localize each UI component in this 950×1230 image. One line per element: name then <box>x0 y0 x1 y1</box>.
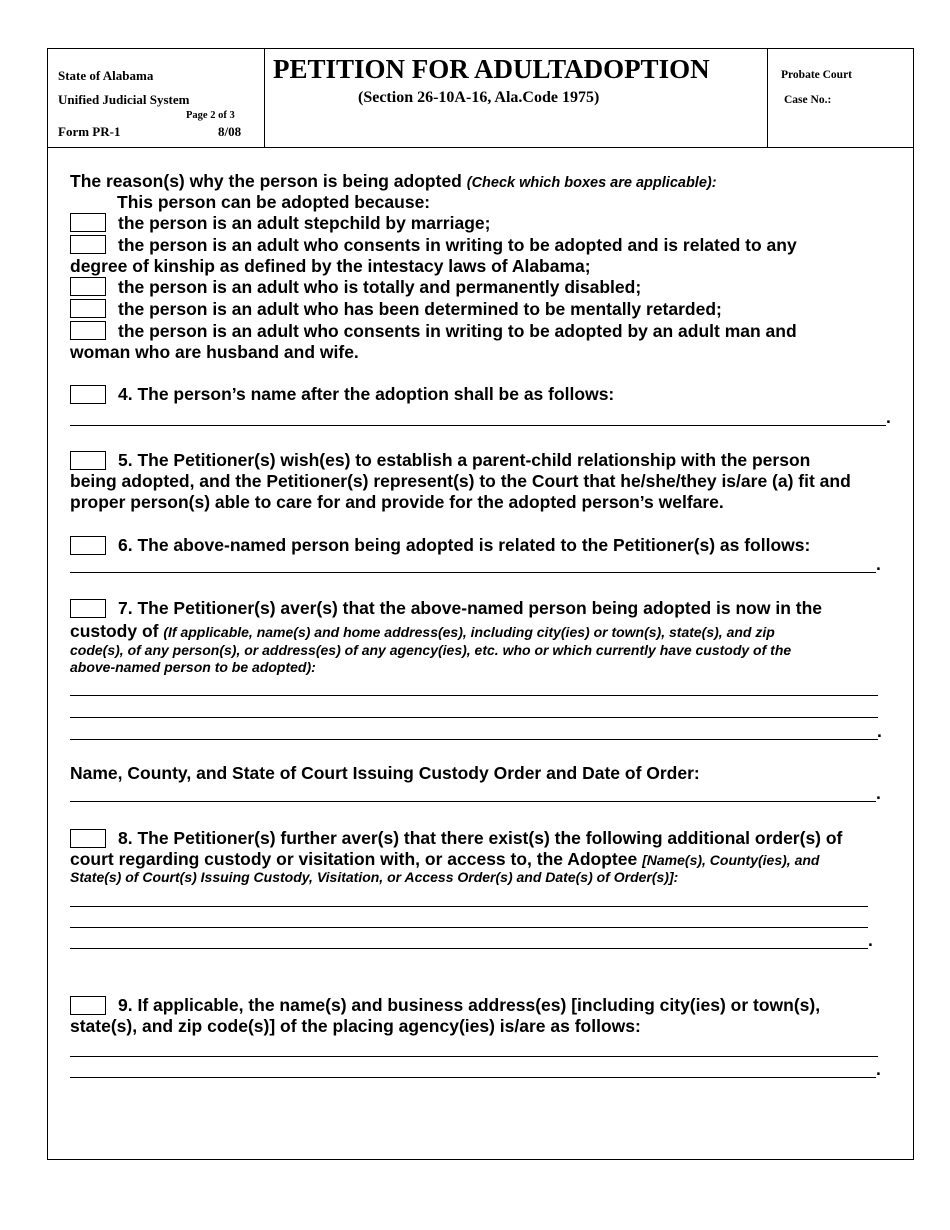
page-number: Page 2 of 3 <box>186 110 235 121</box>
item-9-answer-line-2[interactable] <box>70 1077 876 1078</box>
item-8-line1: 8. The Petitioner(s) further aver(s) that there exist(s) the following additional order(s) of <box>118 828 843 848</box>
probate-court-label: Probate Court <box>781 69 853 81</box>
form-header <box>47 48 914 148</box>
reasons-intro: This person can be adopted because: <box>117 192 431 212</box>
item-6-text: 6. The above-named person being adopted is related to the Petitioner(s) as follows: <box>118 535 811 555</box>
item-7-period: . <box>877 721 882 741</box>
form-title: PETITION FOR ADULTADOPTION <box>273 54 710 84</box>
reasons-heading-text: The reason(s) why the person is being adopted <box>70 171 462 191</box>
reasons-heading <box>70 171 717 194</box>
reason-kinship-line2: degree of kinship as defined by the intestacy laws of Alabama; <box>70 256 591 276</box>
item-4-period: . <box>886 407 891 427</box>
item-5-line3: proper person(s) able to care for and provide for the adopted person’s welfare. <box>70 492 724 512</box>
header-left-cell <box>47 48 265 147</box>
item-7-answer-line-2[interactable] <box>70 717 878 718</box>
checkbox-husband-wife[interactable] <box>70 321 106 340</box>
form-date: 8/08 <box>218 124 242 139</box>
item-4-text: 4. The person’s name after the adoption shall be as follows: <box>118 384 615 404</box>
item-8-period: . <box>868 930 873 950</box>
reason-stepchild: the person is an adult stepchild by marriage; <box>118 213 491 233</box>
reason-husband-wife-line2: woman who are husband and wife. <box>70 342 359 362</box>
case-no-label: Case No.: <box>784 94 832 106</box>
item-9-line2: state(s), and zip code(s)] of the placing agency(ies) is/are as follows: <box>70 1016 641 1036</box>
item-7-line1: 7. The Petitioner(s) aver(s) that the above-named person being adopted is now in the <box>118 598 822 618</box>
reasons-heading-note: (Check which boxes are applicable): <box>466 175 717 191</box>
custody-order-label: Name, County, and State of Court Issuing Custody Order and Date of Order: <box>70 763 700 783</box>
item-9-line1: 9. If applicable, the name(s) and business address(es) [including city(ies) or town(s), <box>118 995 821 1015</box>
item-5-line1: 5. The Petitioner(s) wish(es) to establish a parent-child relationship with the person <box>118 450 811 470</box>
item-5-line2: being adopted, and the Petitioner(s) represent(s) to the Court that he/she/they is/are (a) fit and <box>70 471 851 491</box>
item-9-answer-line-1[interactable] <box>70 1056 878 1057</box>
item-6-period: . <box>876 554 881 574</box>
item-8-answer-line-2[interactable] <box>70 927 868 928</box>
item-7-instruction-1: (If applicable, name(s) and home address(es), including city(ies) or town(s), state(s), and zip <box>163 624 775 640</box>
form-subtitle: (Section 26-10A-16, Ala.Code 1975) <box>358 89 600 106</box>
item-7-answer-line-3[interactable] <box>70 739 878 740</box>
reason-retarded: the person is an adult who has been determined to be mentally retarded; <box>118 299 722 319</box>
checkbox-retarded[interactable] <box>70 299 106 318</box>
reason-kinship-line1: the person is an adult who consents in writing to be adopted and is related to any <box>118 235 797 255</box>
item-8-instruction-2: State(s) of Court(s) Issuing Custody, Visitation, or Access Order(s) and Date(s) of Order(s)]: <box>70 869 679 885</box>
reason-disabled: the person is an adult who is totally and permanently disabled; <box>118 277 642 297</box>
item-4-answer-line[interactable] <box>70 425 886 426</box>
checkbox-item-5[interactable] <box>70 451 106 470</box>
checkbox-item-6[interactable] <box>70 536 106 555</box>
custody-order-period: . <box>876 783 881 803</box>
item-7-answer-line-1[interactable] <box>70 695 878 696</box>
item-8-line2 <box>70 849 819 871</box>
checkbox-stepchild[interactable] <box>70 213 106 232</box>
checkbox-item-8[interactable] <box>70 829 106 848</box>
checkbox-kinship[interactable] <box>70 235 106 254</box>
custody-order-answer-line[interactable] <box>70 801 876 802</box>
form-id: Form PR-1 <box>58 124 121 139</box>
item-7-line2 <box>70 621 775 643</box>
checkbox-item-4[interactable] <box>70 385 106 404</box>
item-7-instruction-3: above-named person to be adopted): <box>70 659 316 675</box>
checkbox-item-7[interactable] <box>70 599 106 618</box>
item-8-line2-text: court regarding custody or visitation with, or access to, the Adoptee <box>70 849 638 869</box>
reason-husband-wife-line1: the person is an adult who consents in writing to be adopted by an adult man and <box>118 321 797 341</box>
item-7-custody-of: custody of <box>70 621 159 641</box>
state-name: State of Alabama <box>58 68 154 83</box>
header-right-cell <box>767 48 914 147</box>
item-8-answer-line-1[interactable] <box>70 906 868 907</box>
item-7-instruction-2: code(s), of any person(s), or address(es) of any agency(ies), etc. who or which currently have custody of the <box>70 642 792 658</box>
item-8-instruction-1: [Name(s), County(ies), and <box>642 852 820 868</box>
item-6-answer-line[interactable] <box>70 572 876 573</box>
item-8-answer-line-3[interactable] <box>70 948 868 949</box>
judicial-system: Unified Judicial System <box>58 92 190 107</box>
checkbox-item-9[interactable] <box>70 996 106 1015</box>
checkbox-disabled[interactable] <box>70 277 106 296</box>
item-9-period: . <box>876 1059 881 1079</box>
